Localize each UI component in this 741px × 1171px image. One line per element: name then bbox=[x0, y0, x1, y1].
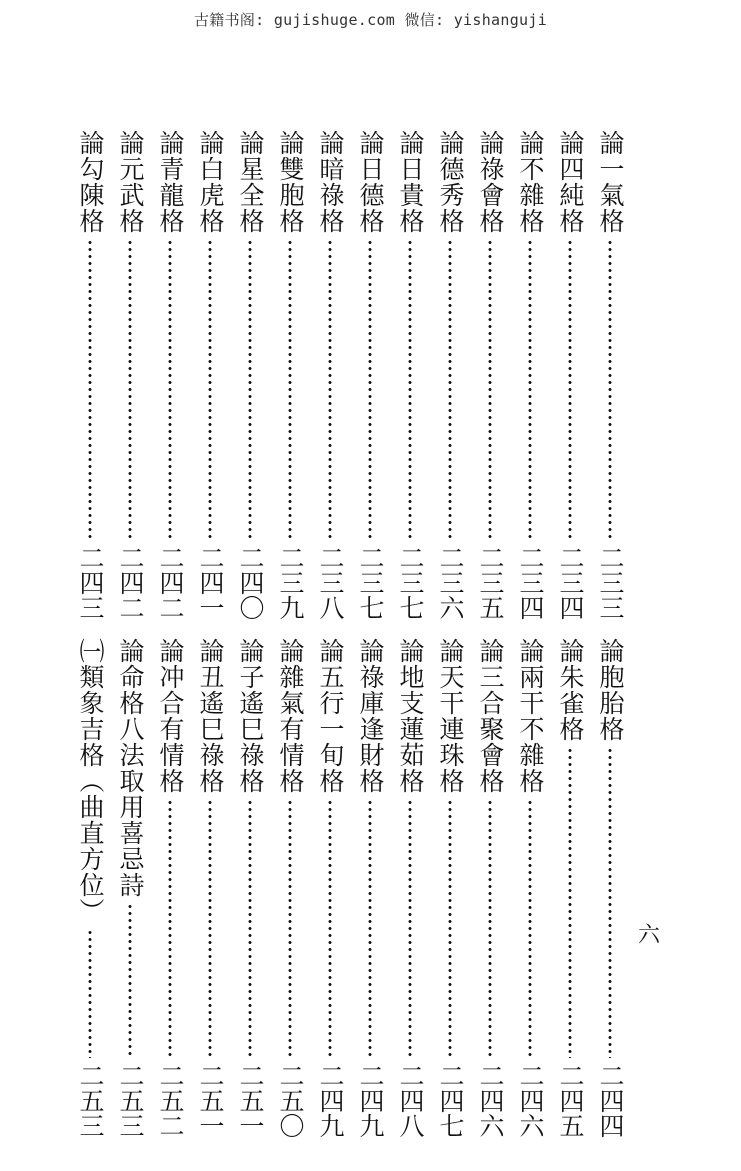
toc-entry-page: 二四九 bbox=[356, 1063, 385, 1138]
toc-entry-title: 論暗祿格 bbox=[316, 130, 345, 234]
toc-entry-page: 二五一 bbox=[236, 1063, 265, 1138]
toc-entry bbox=[595, 638, 625, 1138]
toc-leader-dots bbox=[128, 239, 132, 540]
page-number: 六 bbox=[638, 923, 661, 948]
toc-entry-title: 論命格八法取用喜忌詩 bbox=[116, 638, 145, 898]
toc-entry-title: 論地支蓮茹格 bbox=[396, 638, 425, 794]
toc-entry bbox=[195, 638, 225, 1138]
toc-leader-dots bbox=[168, 239, 172, 540]
toc-entry-page: 二五〇 bbox=[276, 1063, 305, 1138]
toc-leader-dots bbox=[488, 239, 492, 540]
toc-leader-dots bbox=[488, 799, 492, 1058]
toc-entry-title: 論祿庫逢財格 bbox=[356, 638, 385, 794]
toc-entry bbox=[75, 130, 105, 620]
toc-entry-page: 二四六 bbox=[476, 1063, 505, 1138]
toc-leader-dots bbox=[568, 747, 572, 1058]
toc-entry-page: 二三八 bbox=[316, 545, 345, 620]
toc-entry bbox=[195, 130, 225, 620]
toc-entry bbox=[235, 638, 265, 1138]
toc-entry bbox=[475, 130, 505, 620]
toc-entry-page: 二五三 bbox=[76, 1063, 105, 1138]
toc-entry bbox=[595, 130, 625, 620]
toc-entry bbox=[555, 638, 585, 1138]
toc-entry bbox=[515, 638, 545, 1138]
toc-entry-title: 論丑遙巳祿格 bbox=[196, 638, 225, 794]
toc-entry-page: 二三六 bbox=[436, 545, 465, 620]
toc-entry bbox=[475, 638, 505, 1138]
toc-entry-title: 論元武格 bbox=[116, 130, 145, 234]
toc-leader-dots bbox=[368, 799, 372, 1058]
toc-entry-title: 論白虎格 bbox=[196, 130, 225, 234]
toc-leader-dots bbox=[208, 799, 212, 1058]
toc-entry-page: 二四五 bbox=[556, 1063, 585, 1138]
toc-leader-dots bbox=[448, 239, 452, 540]
toc-leader-dots bbox=[408, 799, 412, 1058]
toc-entry bbox=[395, 638, 425, 1138]
toc-entry-title: 論胞胎格 bbox=[596, 638, 625, 742]
toc-entry-page: 二四一 bbox=[196, 545, 225, 620]
toc-entry-title: 論兩干不雜格 bbox=[516, 638, 545, 794]
toc-leader-dots bbox=[288, 799, 292, 1058]
toc-leader-dots bbox=[88, 929, 92, 1058]
toc-entry bbox=[155, 638, 185, 1138]
toc-entry-title: 論五行一旬格 bbox=[316, 638, 345, 794]
toc-entry-page: 二四七 bbox=[436, 1063, 465, 1138]
toc-entry bbox=[275, 638, 305, 1138]
toc-entry-title: 論日德格 bbox=[356, 130, 385, 234]
toc-column-group-bottom bbox=[75, 638, 625, 1138]
toc-leader-dots bbox=[328, 799, 332, 1058]
toc-entry bbox=[75, 638, 105, 1138]
toc-leader-dots bbox=[528, 239, 532, 540]
toc-entry-page: 二四二 bbox=[116, 545, 145, 620]
toc-entry-title: 論祿會格 bbox=[476, 130, 505, 234]
toc-leader-dots bbox=[368, 239, 372, 540]
toc-entry-title: 論冲合有情格 bbox=[156, 638, 185, 794]
toc-entry bbox=[155, 130, 185, 620]
toc-entry-title: 論日貴格 bbox=[396, 130, 425, 234]
toc-entry-title: 論四純格 bbox=[556, 130, 585, 234]
toc-entry bbox=[355, 130, 385, 620]
toc-entry-page: 二三五 bbox=[476, 545, 505, 620]
toc-entry-title: 論朱雀格 bbox=[556, 638, 585, 742]
toc-leader-dots bbox=[408, 239, 412, 540]
toc-leader-dots bbox=[568, 239, 572, 540]
toc-entry-title: 論子遙巳祿格 bbox=[236, 638, 265, 794]
toc-leader-dots bbox=[88, 239, 92, 540]
toc-entry-page: 二三九 bbox=[276, 545, 305, 620]
toc-entry bbox=[275, 130, 305, 620]
toc-entry bbox=[435, 638, 465, 1138]
toc-entry-page: 二五一 bbox=[196, 1063, 225, 1138]
toc-entry-page: 二四九 bbox=[316, 1063, 345, 1138]
toc-entry-page: 二四三 bbox=[76, 545, 105, 620]
toc-entry-title: 論雙胞格 bbox=[276, 130, 305, 234]
toc-leader-dots bbox=[248, 239, 252, 540]
toc-entry bbox=[115, 638, 145, 1138]
toc-entry-page: 二三七 bbox=[356, 545, 385, 620]
toc-leader-dots bbox=[528, 799, 532, 1058]
toc-leader-dots bbox=[608, 239, 612, 540]
toc-entry bbox=[395, 130, 425, 620]
toc-leader-dots bbox=[608, 747, 612, 1058]
toc-entry bbox=[555, 130, 585, 620]
toc-entry-page: 二五三 bbox=[116, 1063, 145, 1138]
toc-leader-dots bbox=[248, 799, 252, 1058]
toc-leader-dots bbox=[128, 903, 132, 1058]
toc-entry-title: 論不雜格 bbox=[516, 130, 545, 234]
toc-entry bbox=[235, 130, 265, 620]
toc-entry-title: ㈠類象吉格（曲直方位） bbox=[76, 638, 105, 924]
toc-entry bbox=[315, 130, 345, 620]
toc-entry bbox=[355, 638, 385, 1138]
toc-entry-title: 論一氣格 bbox=[596, 130, 625, 234]
toc-entry bbox=[115, 130, 145, 620]
toc-leader-dots bbox=[288, 239, 292, 540]
toc-entry bbox=[435, 130, 465, 620]
toc-column-group-top bbox=[75, 130, 625, 620]
toc-leader-dots bbox=[168, 799, 172, 1058]
toc-entry-title: 論雜氣有情格 bbox=[276, 638, 305, 794]
toc-entry-title: 論德秀格 bbox=[436, 130, 465, 234]
toc-entry-page: 二四〇 bbox=[236, 545, 265, 620]
toc-entry-page: 二四八 bbox=[396, 1063, 425, 1138]
toc-entry-title: 論三合聚會格 bbox=[476, 638, 505, 794]
toc-entry-page: 二三七 bbox=[396, 545, 425, 620]
toc-entry-page: 二四四 bbox=[596, 1063, 625, 1138]
toc-entry-page: 二三三 bbox=[596, 545, 625, 620]
toc-entry-page: 二四二 bbox=[156, 545, 185, 620]
toc-entry-title: 論天干連珠格 bbox=[436, 638, 465, 794]
toc-entry-title: 論星全格 bbox=[236, 130, 265, 234]
toc-entry bbox=[515, 130, 545, 620]
toc-leader-dots bbox=[328, 239, 332, 540]
toc-entry-page: 二四六 bbox=[516, 1063, 545, 1138]
watermark-header: 古籍书阁: gujishuge.com 微信: yishanguji bbox=[193, 11, 548, 29]
toc-entry-title: 論勾陳格 bbox=[76, 130, 105, 234]
toc-leader-dots bbox=[448, 799, 452, 1058]
toc-entry bbox=[315, 638, 345, 1138]
toc-entry-page: 二三四 bbox=[556, 545, 585, 620]
toc-leader-dots bbox=[208, 239, 212, 540]
toc-entry-page: 二五二 bbox=[156, 1063, 185, 1138]
toc-entry-page: 二三四 bbox=[516, 545, 545, 620]
toc-entry-title: 論青龍格 bbox=[156, 130, 185, 234]
